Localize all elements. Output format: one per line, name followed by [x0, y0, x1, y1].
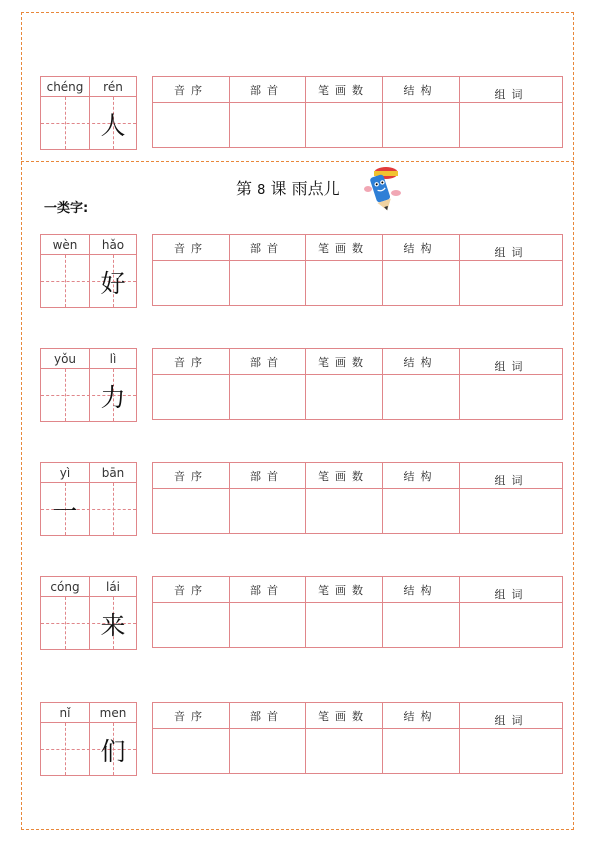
info-header-label: 音序	[174, 242, 208, 255]
hanzi-left	[41, 375, 89, 421]
info-answer-cell[interactable]	[229, 261, 305, 305]
pinyin-right: hǎo	[101, 238, 125, 252]
pinyin-right: men	[99, 706, 127, 720]
character-writing-box	[40, 348, 137, 422]
info-header-label: 笔画数	[318, 242, 369, 255]
character-info-table	[152, 76, 563, 148]
pinyin-left: cóng	[50, 580, 80, 594]
hanzi-right: 来	[100, 611, 126, 640]
character-info-table	[152, 702, 563, 774]
character-writing-box	[40, 76, 137, 150]
hanzi-right: 好	[100, 269, 126, 298]
info-answer-cell[interactable]	[382, 375, 459, 419]
pinyin-left: nǐ	[59, 706, 71, 720]
info-answer-cell[interactable]	[153, 489, 229, 533]
character-writing-box	[40, 702, 137, 776]
info-header-label: 音序	[174, 356, 208, 369]
info-answer-cell[interactable]	[459, 103, 564, 147]
title-prefix: 第	[236, 179, 253, 198]
info-header-label: 组词	[494, 88, 529, 101]
info-answer-cell[interactable]	[153, 729, 229, 773]
character-info-table	[152, 234, 563, 306]
pinyin-right: lì	[109, 352, 117, 366]
info-answer-cell[interactable]	[305, 729, 382, 773]
info-header-label: 音序	[174, 710, 208, 723]
pinyin-right: rén	[103, 80, 123, 94]
hanzi-left	[41, 603, 89, 649]
info-header-label: 结构	[403, 84, 438, 97]
info-answer-cell[interactable]	[305, 603, 382, 647]
info-header-label: 笔画数	[318, 584, 369, 597]
character-info-table	[152, 348, 563, 420]
character-writing-box	[40, 234, 137, 308]
info-answer-cell[interactable]	[153, 375, 229, 419]
character-writing-box	[40, 462, 137, 536]
pinyin-right: lái	[105, 580, 121, 594]
pencil-mascot-icon	[360, 163, 404, 211]
info-header-label: 部首	[250, 710, 284, 723]
info-answer-cell[interactable]	[382, 489, 459, 533]
info-answer-cell[interactable]	[229, 729, 305, 773]
info-answer-cell[interactable]	[459, 603, 564, 647]
info-answer-cell[interactable]	[382, 103, 459, 147]
info-header-label: 组词	[494, 360, 529, 373]
info-answer-cell[interactable]	[459, 261, 564, 305]
info-header-label: 部首	[250, 470, 284, 483]
info-header-label: 音序	[174, 470, 208, 483]
hanzi-right: 人	[100, 111, 126, 140]
info-answer-cell[interactable]	[153, 103, 229, 147]
pinyin-left: wèn	[52, 238, 78, 252]
info-header-label: 笔画数	[318, 356, 369, 369]
info-answer-cell[interactable]	[382, 261, 459, 305]
info-answer-cell[interactable]	[229, 375, 305, 419]
info-answer-cell[interactable]	[459, 375, 564, 419]
hanzi-right	[89, 489, 137, 535]
info-header-label: 结构	[403, 584, 438, 597]
info-header-label: 组词	[494, 588, 529, 601]
info-header-label: 部首	[250, 242, 284, 255]
hanzi-left	[41, 103, 89, 149]
pinyin-left: yǒu	[53, 352, 77, 366]
info-answer-cell[interactable]	[382, 729, 459, 773]
hanzi-right: 力	[100, 383, 126, 412]
character-writing-box	[40, 576, 137, 650]
pinyin-right: bān	[101, 466, 125, 480]
hanzi-left	[41, 261, 89, 307]
info-header-label: 组词	[494, 714, 529, 727]
info-header-label: 笔画数	[318, 84, 369, 97]
info-header-label: 部首	[250, 356, 284, 369]
section-divider	[21, 161, 574, 162]
info-answer-cell[interactable]	[229, 489, 305, 533]
info-answer-cell[interactable]	[305, 103, 382, 147]
title-number: 8	[257, 183, 266, 198]
info-header-label: 部首	[250, 584, 284, 597]
hanzi-left	[41, 729, 89, 775]
lesson-title	[236, 176, 340, 199]
section-label: 一类字:	[44, 201, 89, 216]
info-header-label: 结构	[403, 470, 438, 483]
character-info-table	[152, 576, 563, 648]
info-answer-cell[interactable]	[459, 489, 564, 533]
info-answer-cell[interactable]	[382, 603, 459, 647]
title-suffix: 课 雨点儿	[270, 179, 340, 198]
info-header-label: 组词	[494, 246, 529, 259]
hanzi-right: 们	[100, 737, 126, 766]
character-info-table	[152, 462, 563, 534]
info-answer-cell[interactable]	[305, 489, 382, 533]
info-header-label: 结构	[403, 710, 438, 723]
info-header-label: 组词	[494, 474, 529, 487]
info-header-label: 部首	[250, 84, 284, 97]
info-answer-cell[interactable]	[153, 261, 229, 305]
info-answer-cell[interactable]	[229, 103, 305, 147]
info-answer-cell[interactable]	[153, 603, 229, 647]
info-header-label: 结构	[403, 356, 438, 369]
pinyin-left: chéng	[46, 80, 84, 94]
info-header-label: 音序	[174, 84, 208, 97]
info-header-label: 笔画数	[318, 710, 369, 723]
info-answer-cell[interactable]	[459, 729, 564, 773]
info-answer-cell[interactable]	[305, 261, 382, 305]
hanzi-left: 一	[52, 497, 78, 526]
info-header-label: 音序	[174, 584, 208, 597]
info-answer-cell[interactable]	[229, 603, 305, 647]
info-answer-cell[interactable]	[305, 375, 382, 419]
pinyin-left: yì	[59, 466, 71, 480]
info-header-label: 笔画数	[318, 470, 369, 483]
info-header-label: 结构	[403, 242, 438, 255]
